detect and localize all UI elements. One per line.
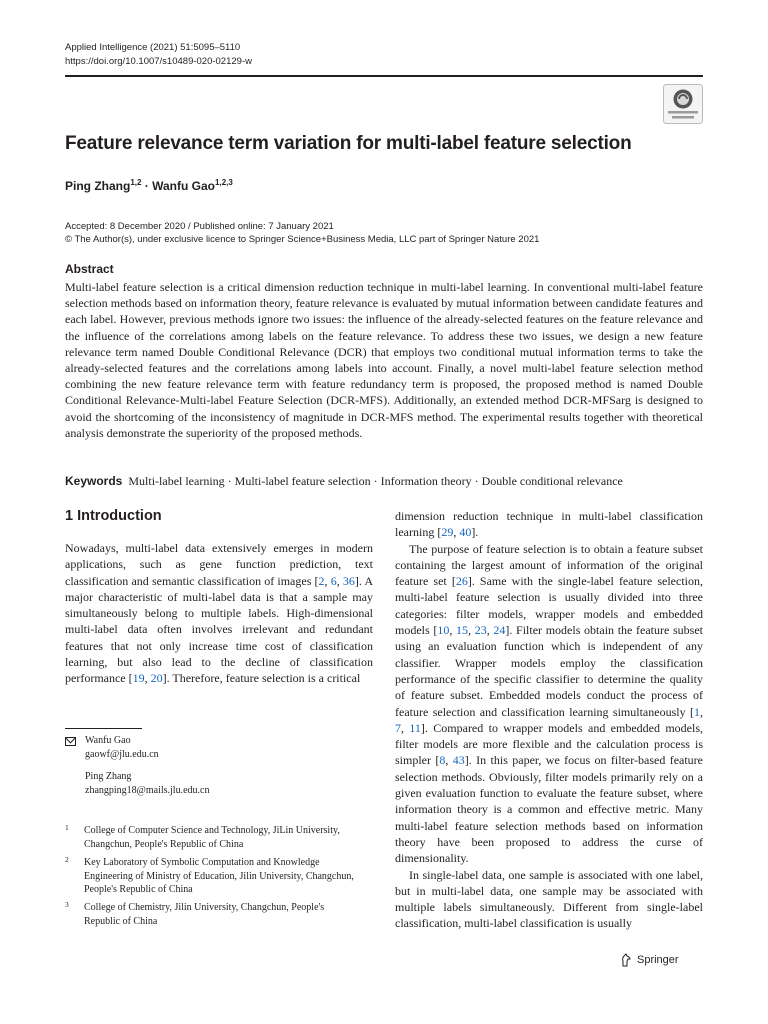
affiliation-text: College of Computer Science and Technology, JiLin University, Changchun, People's Republic of China	[84, 825, 340, 850]
publisher-name: Springer	[637, 954, 679, 966]
keywords-label: Keywords	[65, 474, 123, 488]
corresponding-contacts	[65, 734, 209, 798]
citation-link[interactable]: 19	[132, 671, 145, 686]
author-separator: ·	[141, 179, 153, 193]
affiliation-1	[65, 824, 355, 851]
intro-right-column	[395, 508, 703, 932]
doi-link[interactable]: https://doi.org/10.1007/s10489-020-02129-w	[65, 56, 252, 67]
text-run: ,	[468, 623, 475, 638]
publisher-logo	[620, 953, 679, 967]
intro-left-column	[65, 540, 373, 687]
text-run: ]. Filter models obtain the feature subset using an evaluation function which is independent of any classifier. Wrapper models employ the classification performance of the specific classifier to determine the quality of feature subset. Embedded models conduct the process of feature selection and classification learning simultaneously [	[395, 623, 703, 719]
affiliation-3	[65, 901, 355, 928]
contact-email[interactable]: zhangping18@mails.jlu.edu.cn	[85, 785, 210, 796]
check-for-updates-badge[interactable]	[663, 84, 703, 124]
author-list	[65, 178, 233, 193]
journal-citation: Applied Intelligence (2021) 51:5095–5110	[65, 42, 241, 53]
keywords-text: Multi-label learning · Multi-label feature selection · Information theory · Double conditional relevance	[128, 474, 623, 488]
citation-link[interactable]: 23	[474, 623, 487, 638]
intro-paragraph-1	[65, 540, 373, 687]
contact-name: Wanfu Gao	[85, 735, 131, 746]
intro-paragraph-1-cont	[395, 508, 703, 541]
author2-affiliation-marks: 1,2,3	[215, 178, 233, 187]
article-title: Feature relevance term variation for multi-label feature selection	[65, 133, 632, 154]
citation-link[interactable]: 8	[439, 753, 446, 768]
affiliation-number: 3	[65, 900, 69, 909]
text-run: ,	[445, 753, 453, 768]
affiliation-number: 2	[65, 855, 69, 864]
text-run: dimension reduction technique in multi-label classification learning [	[395, 509, 703, 540]
text-run: ]. Therefore, feature selection is a critical	[162, 671, 361, 686]
text-run: ,	[449, 623, 457, 638]
contact-name: Ping Zhang	[85, 771, 132, 782]
text-run: Nowadays, multi-label data extensively emerges in modern applications, such as gene function prediction, text classification and semantic classification of images [	[65, 541, 373, 588]
citation-link[interactable]: 29	[441, 525, 454, 540]
text-run: ]. A major characteristic of multi-label data is that a sample may simultaneously belong to multiple labels. High-dimensional multi-label data often involves irrelevant and redundant features that not only increase time cost of classification learning, but also lead to the decline of classification performance [	[65, 573, 373, 686]
copyright-line: © The Author(s), under exclusive licence to Springer Science+Business Media, LLC part of Springer Nature 2021	[65, 234, 540, 245]
citation-link[interactable]: 2	[318, 573, 325, 588]
text-run: ,	[336, 573, 343, 588]
text-run: The purpose of feature selection is to obtain a feature subset containing the largest amount of information of the original feature set [	[395, 541, 703, 589]
author1-affiliation-marks: 1,2	[130, 178, 142, 187]
footnote-rule	[65, 728, 142, 729]
citation-link[interactable]: 20	[150, 671, 163, 686]
text-run: ]. Same with the single-label feature selection, multi-label feature selection is usually divided into three categories: filter models, wrapper models and embedded models [	[395, 574, 703, 638]
citation-link[interactable]: 15	[456, 623, 469, 638]
text-run: ,	[700, 704, 703, 719]
citation-link[interactable]: 40	[459, 525, 472, 540]
envelope-icon	[65, 737, 76, 746]
citation-link[interactable]: 11	[409, 720, 421, 735]
citation-link[interactable]: 6	[330, 573, 337, 588]
intro-paragraph-2	[395, 541, 703, 867]
citation-link[interactable]: 26	[455, 574, 468, 589]
affiliation-text: Key Laboratory of Symbolic Computation and Knowledge Engineering of Ministry of Education, Jilin University, Changchun, People's Republic of China	[84, 857, 354, 895]
section-heading-introduction: 1 Introduction	[65, 508, 162, 524]
author-ping-zhang[interactable]: Ping Zhang	[65, 179, 131, 193]
header-rule	[65, 75, 703, 77]
publication-dates: Accepted: 8 December 2020 / Published online: 7 January 2021	[65, 221, 334, 232]
abstract-text: Multi-label feature selection is a critical dimension reduction technique in multi-label learning. In conventional multi-label feature selection methods based on information theory, feature relevance is evaluated by mutual information between candidate features and each label. However, previous methods ignore two issues: the influence of the already-selected features on the feature relevance and the influence of the correlations among labels on the feature relevance. To address these two issues, we design a new feature relevance term named Double Conditional Relevance (DCR) that employs two conditional mutual information terms to take the already-selected features and the correlations among labels into account. Finally, a novel multi-label feature selection method combining the new feature relevance term with feature redundancy term is proposed, the proposed method is named Double Conditional Relevance-Multi-label Feature Selection (DCR-MFS). Additionally, an extended method DCR-MFSarg is designed to avoid the shortcoming of the inconsistency of magnitude in DCR-MFS method. The experimental results together with theoretical analysis demonstrate the superiority of the proposed methods.	[65, 280, 703, 440]
intro-paragraph-3: In single-label data, one sample is associated with one label, but in multi-label data, one sample may be associated with multiple labels simultaneously. Different from single-label classification, multi-label classification is usually	[395, 867, 703, 931]
affiliation-2	[65, 856, 355, 897]
affiliation-number: 1	[65, 823, 69, 832]
citation-link[interactable]: 1	[694, 704, 700, 719]
text-run: ,	[453, 525, 460, 540]
citation-link[interactable]: 36	[342, 573, 355, 588]
check-for-updates-icon	[663, 84, 703, 124]
contact-email[interactable]: gaowf@jlu.edu.cn	[85, 749, 159, 760]
citation-link[interactable]: 10	[437, 623, 450, 638]
springer-horse-icon	[620, 953, 632, 967]
citation-link[interactable]: 24	[493, 623, 506, 638]
contact-block-1	[65, 734, 209, 762]
text-run: ,	[324, 573, 331, 588]
text-run: ].	[471, 525, 479, 540]
text-run: ]. In this paper, we focus on filter-based feature selection methods. Obviously, filter models primarily rely on a given evaluation function to evaluate the feature subset, where information theory is a common and effective metric. Many multi-label feature selection methods based on information theory have been proposed to address the curse of dimensionality.	[395, 753, 704, 866]
keywords-line	[65, 474, 623, 489]
affiliation-text: College of Chemistry, Jilin University, Changchun, People's Republic of China	[84, 902, 325, 927]
author-wanfu-gao[interactable]: Wanfu Gao	[152, 179, 216, 193]
citation-link[interactable]: 7	[395, 720, 401, 735]
abstract-heading: Abstract	[65, 262, 114, 276]
text-run: ,	[486, 623, 494, 638]
contact-block-2	[65, 770, 209, 798]
text-run: ,	[144, 671, 151, 686]
citation-link[interactable]: 43	[452, 753, 465, 768]
text-run: ,	[401, 720, 410, 735]
text-run: ]. Compared to wrapper models and embedded models, filter models are more flexible and the calculation process is simpler [	[395, 720, 704, 768]
